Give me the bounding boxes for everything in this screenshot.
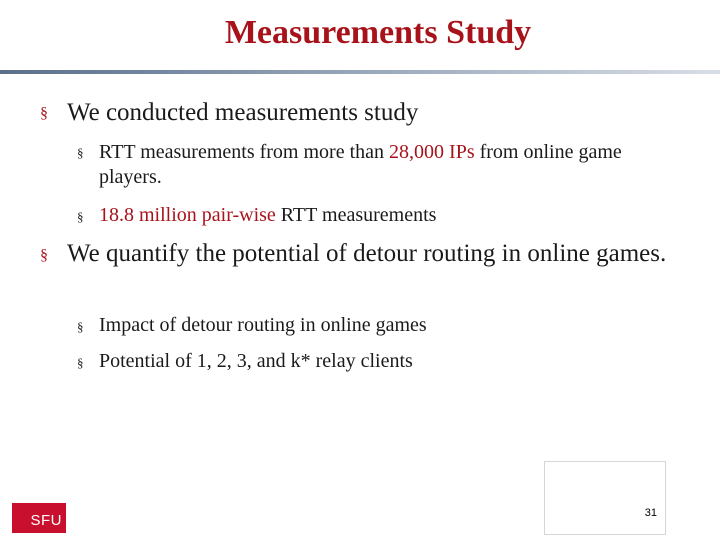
bullet-marker: § [40,247,48,264]
sub-bullet-marker: § [77,145,84,160]
bullet-1-text: We conducted measurements study [67,99,419,126]
sub-bullet-marker: § [77,209,84,224]
slide-title: Measurements Study [224,14,532,51]
sub-bullet-1-2-text [99,203,689,228]
sub-bullet-1-1-part-a: RTT measurements from more than [99,141,390,163]
bullet-marker: § [40,105,48,122]
sub-bullet-marker: § [77,319,84,334]
page-number-box [544,461,666,535]
sfu-logo: SFU [12,503,66,533]
sub-bullet-1-1-text [99,140,689,190]
title-divider [0,70,720,74]
sub-bullet-marker: § [77,355,84,370]
bullet-2-text: We quantify the potential of detour routing in online games. [67,240,667,267]
sub-bullet-1-1-part-c: from online game players. [99,141,622,188]
highlight-ip-count: 28,000 IPs [389,141,475,163]
page-number: 31 [644,507,657,519]
highlight-pair-count: 18.8 million pair-wise [99,204,276,226]
sub-bullet-2-1-text: Impact of detour routing in online games [99,314,427,336]
sub-bullet-2-2-text: Potential of 1, 2, 3, and k* relay clients [99,350,413,372]
sub-bullet-1-2-part-b: RTT measurements [275,204,437,226]
